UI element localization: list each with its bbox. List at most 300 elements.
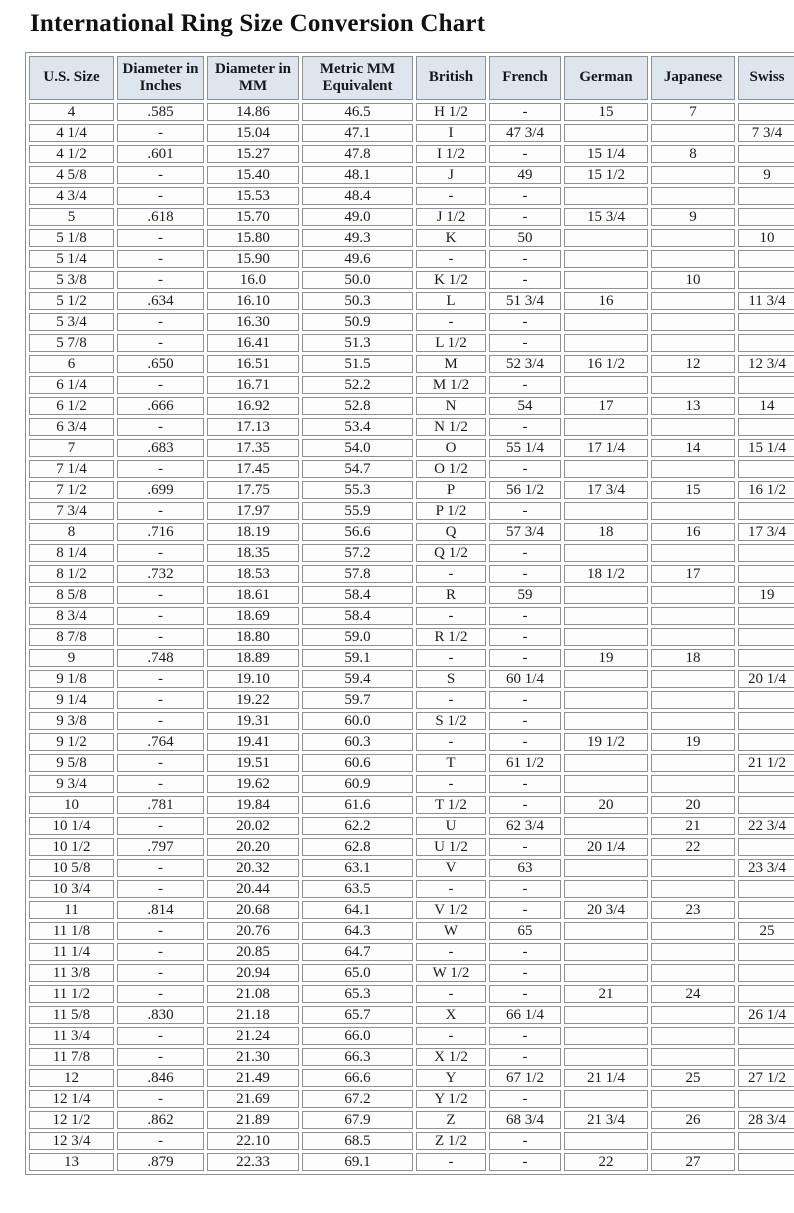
cell: 16.51 [207, 355, 299, 373]
table-row [29, 901, 794, 919]
cell [564, 544, 648, 562]
cell: - [117, 712, 204, 730]
cell: .650 [117, 355, 204, 373]
table-row [29, 1069, 794, 1087]
cell: - [489, 943, 561, 961]
cell: 63.5 [302, 880, 413, 898]
cell: 17.13 [207, 418, 299, 436]
cell: 17 [651, 565, 735, 583]
table-row [29, 565, 794, 583]
cell [651, 544, 735, 562]
cell: 7 1/4 [29, 460, 114, 478]
cell [564, 964, 648, 982]
cell [564, 859, 648, 877]
table-row [29, 1006, 794, 1024]
cell: 18 [564, 523, 648, 541]
cell: 58.4 [302, 586, 413, 604]
cell [738, 271, 794, 289]
cell: 9 3/8 [29, 712, 114, 730]
cell: 18.61 [207, 586, 299, 604]
cell: 18.69 [207, 607, 299, 625]
column-header-diameter-in-mm: Diameter in MM [207, 56, 299, 100]
cell: 65.7 [302, 1006, 413, 1024]
cell: 50.9 [302, 313, 413, 331]
cell [651, 775, 735, 793]
cell: 47.8 [302, 145, 413, 163]
cell: 10 [651, 271, 735, 289]
table-row [29, 124, 794, 142]
cell [651, 1006, 735, 1024]
cell [564, 271, 648, 289]
cell: 8 [651, 145, 735, 163]
cell: 19.84 [207, 796, 299, 814]
cell: 19.22 [207, 691, 299, 709]
cell: K [416, 229, 486, 247]
table-row [29, 1027, 794, 1045]
cell: - [117, 460, 204, 478]
cell: .732 [117, 565, 204, 583]
cell: X 1/2 [416, 1048, 486, 1066]
cell [651, 124, 735, 142]
cell: 21.49 [207, 1069, 299, 1087]
cell: K 1/2 [416, 271, 486, 289]
cell: 20.85 [207, 943, 299, 961]
cell: 59.7 [302, 691, 413, 709]
cell [738, 460, 794, 478]
cell: - [489, 1027, 561, 1045]
cell: - [416, 943, 486, 961]
table-row [29, 355, 794, 373]
cell: - [117, 859, 204, 877]
table-row [29, 838, 794, 856]
cell [564, 1006, 648, 1024]
column-header-french: French [489, 56, 561, 100]
cell: 52.8 [302, 397, 413, 415]
cell: 49.6 [302, 250, 413, 268]
cell: 11 3/8 [29, 964, 114, 982]
cell: - [489, 649, 561, 667]
cell: 27 [651, 1153, 735, 1171]
cell [738, 733, 794, 751]
cell: 6 [29, 355, 114, 373]
cell: 18.80 [207, 628, 299, 646]
cell [651, 1090, 735, 1108]
cell: 13 [29, 1153, 114, 1171]
cell [564, 712, 648, 730]
cell: W [416, 922, 486, 940]
cell [651, 670, 735, 688]
table-row [29, 166, 794, 184]
cell [564, 229, 648, 247]
cell: - [489, 1153, 561, 1171]
cell: 21.08 [207, 985, 299, 1003]
cell: 6 1/2 [29, 397, 114, 415]
table-row [29, 796, 794, 814]
cell: 15 1/4 [738, 439, 794, 457]
cell [651, 691, 735, 709]
cell: 11 3/4 [738, 292, 794, 310]
cell: - [117, 754, 204, 772]
table-row [29, 712, 794, 730]
cell: O [416, 439, 486, 457]
cell: 19 1/2 [564, 733, 648, 751]
cell: 9 1/2 [29, 733, 114, 751]
cell: - [416, 985, 486, 1003]
cell: 62 3/4 [489, 817, 561, 835]
table-row [29, 691, 794, 709]
cell: 12 [29, 1069, 114, 1087]
cell [738, 1048, 794, 1066]
cell: 58.4 [302, 607, 413, 625]
cell: - [117, 544, 204, 562]
cell: 5 1/4 [29, 250, 114, 268]
cell: M 1/2 [416, 376, 486, 394]
cell: Y 1/2 [416, 1090, 486, 1108]
cell: - [489, 880, 561, 898]
table-row [29, 922, 794, 940]
cell: 57.2 [302, 544, 413, 562]
cell: L 1/2 [416, 334, 486, 352]
cell: .699 [117, 481, 204, 499]
cell: 11 7/8 [29, 1048, 114, 1066]
cell: - [489, 691, 561, 709]
cell: 17.35 [207, 439, 299, 457]
cell: 21 [564, 985, 648, 1003]
cell: 17 [564, 397, 648, 415]
cell: 12 [651, 355, 735, 373]
cell: 22.33 [207, 1153, 299, 1171]
cell [738, 1090, 794, 1108]
cell [651, 250, 735, 268]
cell: - [489, 964, 561, 982]
cell [564, 334, 648, 352]
cell [738, 607, 794, 625]
cell: - [416, 1153, 486, 1171]
cell: 63.1 [302, 859, 413, 877]
cell: 67.9 [302, 1111, 413, 1129]
cell: 20.32 [207, 859, 299, 877]
cell: .601 [117, 145, 204, 163]
cell [564, 775, 648, 793]
cell: - [117, 985, 204, 1003]
cell: .666 [117, 397, 204, 415]
cell: 20.76 [207, 922, 299, 940]
cell [564, 607, 648, 625]
cell: 49.3 [302, 229, 413, 247]
cell: 53.4 [302, 418, 413, 436]
cell: 18.89 [207, 649, 299, 667]
cell: 5 3/8 [29, 271, 114, 289]
cell: 16 1/2 [738, 481, 794, 499]
table-row [29, 1048, 794, 1066]
cell: 65.0 [302, 964, 413, 982]
cell: 60.0 [302, 712, 413, 730]
cell: - [489, 145, 561, 163]
cell [564, 376, 648, 394]
cell: 50 [489, 229, 561, 247]
cell: - [416, 187, 486, 205]
cell: - [117, 964, 204, 982]
cell: 15.80 [207, 229, 299, 247]
cell: - [416, 607, 486, 625]
cell: 16 [564, 292, 648, 310]
cell [564, 1132, 648, 1150]
cell: 17.97 [207, 502, 299, 520]
cell: 61.6 [302, 796, 413, 814]
cell: 18.19 [207, 523, 299, 541]
cell: 18.35 [207, 544, 299, 562]
cell: 4 5/8 [29, 166, 114, 184]
cell: 9 5/8 [29, 754, 114, 772]
cell: 22 3/4 [738, 817, 794, 835]
cell: 15.27 [207, 145, 299, 163]
cell [738, 208, 794, 226]
cell: - [117, 271, 204, 289]
cell [564, 691, 648, 709]
table-row [29, 775, 794, 793]
cell: 48.1 [302, 166, 413, 184]
cell: 60.6 [302, 754, 413, 772]
cell: 14 [651, 439, 735, 457]
cell: P [416, 481, 486, 499]
cell: 9 [651, 208, 735, 226]
cell [651, 922, 735, 940]
cell: - [416, 691, 486, 709]
cell: 20.44 [207, 880, 299, 898]
cell: 52 3/4 [489, 355, 561, 373]
cell: 55.9 [302, 502, 413, 520]
cell [738, 187, 794, 205]
table-row [29, 628, 794, 646]
cell: - [416, 313, 486, 331]
cell [738, 1153, 794, 1171]
cell: - [117, 1132, 204, 1150]
cell: 19.31 [207, 712, 299, 730]
cell: 21 3/4 [564, 1111, 648, 1129]
cell: R [416, 586, 486, 604]
cell: - [117, 586, 204, 604]
cell: 7 [29, 439, 114, 457]
cell [564, 880, 648, 898]
ring-size-conversion-table [25, 52, 794, 1175]
cell: 11 3/4 [29, 1027, 114, 1045]
cell: 67.2 [302, 1090, 413, 1108]
cell [738, 712, 794, 730]
cell: 17 3/4 [564, 481, 648, 499]
table-row [29, 859, 794, 877]
cell: 5 7/8 [29, 334, 114, 352]
cell [651, 628, 735, 646]
cell: - [416, 880, 486, 898]
cell: 49.0 [302, 208, 413, 226]
cell: 13 [651, 397, 735, 415]
cell [564, 250, 648, 268]
cell: 19.62 [207, 775, 299, 793]
cell [738, 943, 794, 961]
cell [738, 880, 794, 898]
cell: - [489, 565, 561, 583]
cell: P 1/2 [416, 502, 486, 520]
column-header-japanese: Japanese [651, 56, 735, 100]
cell [651, 229, 735, 247]
cell: - [489, 1132, 561, 1150]
table-row [29, 586, 794, 604]
cell: 64.7 [302, 943, 413, 961]
cell: 61 1/2 [489, 754, 561, 772]
table-row [29, 250, 794, 268]
cell: 15 [651, 481, 735, 499]
table-row [29, 1111, 794, 1129]
cell: 50.0 [302, 271, 413, 289]
cell: 8 1/4 [29, 544, 114, 562]
cell: .683 [117, 439, 204, 457]
cell: - [489, 838, 561, 856]
cell: 21.18 [207, 1006, 299, 1024]
cell: 20.94 [207, 964, 299, 982]
cell: 9 [29, 649, 114, 667]
cell [738, 313, 794, 331]
cell: - [416, 733, 486, 751]
cell: 12 1/2 [29, 1111, 114, 1129]
cell: 20 3/4 [564, 901, 648, 919]
cell: 15 [564, 103, 648, 121]
cell: 54 [489, 397, 561, 415]
cell: W 1/2 [416, 964, 486, 982]
cell: 10 1/2 [29, 838, 114, 856]
cell: 7 3/4 [29, 502, 114, 520]
table-row [29, 607, 794, 625]
cell: U 1/2 [416, 838, 486, 856]
cell: .862 [117, 1111, 204, 1129]
cell [651, 943, 735, 961]
cell: 63 [489, 859, 561, 877]
cell: 12 1/4 [29, 1090, 114, 1108]
cell: V 1/2 [416, 901, 486, 919]
cell [651, 1132, 735, 1150]
cell: 23 [651, 901, 735, 919]
cell [738, 103, 794, 121]
cell: - [117, 418, 204, 436]
cell: 22 [651, 838, 735, 856]
cell: 18 [651, 649, 735, 667]
cell: 21 [651, 817, 735, 835]
cell: - [117, 229, 204, 247]
cell [651, 187, 735, 205]
cell: 49 [489, 166, 561, 184]
cell: .618 [117, 208, 204, 226]
cell [564, 460, 648, 478]
cell: 14 [738, 397, 794, 415]
table-row [29, 502, 794, 520]
cell: 28 3/4 [738, 1111, 794, 1129]
table-row [29, 985, 794, 1003]
cell: L [416, 292, 486, 310]
cell [651, 964, 735, 982]
cell: - [489, 985, 561, 1003]
cell: 17 1/4 [564, 439, 648, 457]
cell: 20.20 [207, 838, 299, 856]
cell: 64.3 [302, 922, 413, 940]
cell: 57 3/4 [489, 523, 561, 541]
table-header-row [29, 56, 794, 100]
table-row [29, 1090, 794, 1108]
cell: 62.2 [302, 817, 413, 835]
table-row [29, 880, 794, 898]
cell: - [117, 250, 204, 268]
table-row [29, 460, 794, 478]
cell: 20.68 [207, 901, 299, 919]
cell: - [117, 166, 204, 184]
table-row [29, 103, 794, 121]
cell: J 1/2 [416, 208, 486, 226]
cell: .748 [117, 649, 204, 667]
cell: Z 1/2 [416, 1132, 486, 1150]
cell [564, 418, 648, 436]
cell [738, 775, 794, 793]
cell: 47.1 [302, 124, 413, 142]
cell: 10 1/4 [29, 817, 114, 835]
cell: 11 [29, 901, 114, 919]
table-row [29, 670, 794, 688]
cell [564, 817, 648, 835]
cell: - [117, 502, 204, 520]
cell: 6 1/4 [29, 376, 114, 394]
cell: 21 1/4 [564, 1069, 648, 1087]
cell: .797 [117, 838, 204, 856]
cell [651, 712, 735, 730]
cell: 52.2 [302, 376, 413, 394]
table-row [29, 376, 794, 394]
cell: - [489, 1048, 561, 1066]
cell [738, 1132, 794, 1150]
cell: 62.8 [302, 838, 413, 856]
cell: 60.9 [302, 775, 413, 793]
table-row [29, 754, 794, 772]
cell: 59.1 [302, 649, 413, 667]
cell: 8 3/4 [29, 607, 114, 625]
cell: 19.51 [207, 754, 299, 772]
cell: - [489, 334, 561, 352]
column-header-swiss: Swiss [738, 56, 794, 100]
cell: 21 1/2 [738, 754, 794, 772]
cell: 8 7/8 [29, 628, 114, 646]
cell: - [489, 271, 561, 289]
table-row [29, 733, 794, 751]
cell: 7 3/4 [738, 124, 794, 142]
cell: O 1/2 [416, 460, 486, 478]
cell [651, 334, 735, 352]
cell: - [117, 1090, 204, 1108]
cell [738, 901, 794, 919]
table-row [29, 271, 794, 289]
cell: - [117, 607, 204, 625]
cell: N [416, 397, 486, 415]
cell [564, 754, 648, 772]
cell: - [489, 607, 561, 625]
cell [651, 607, 735, 625]
cell: 54.7 [302, 460, 413, 478]
cell: - [117, 313, 204, 331]
cell: 4 1/2 [29, 145, 114, 163]
cell: 20 1/4 [738, 670, 794, 688]
cell: 21.89 [207, 1111, 299, 1129]
cell: .716 [117, 523, 204, 541]
cell: 16.71 [207, 376, 299, 394]
cell: - [117, 1027, 204, 1045]
cell [651, 1027, 735, 1045]
cell: 9 [738, 166, 794, 184]
table-row [29, 1132, 794, 1150]
